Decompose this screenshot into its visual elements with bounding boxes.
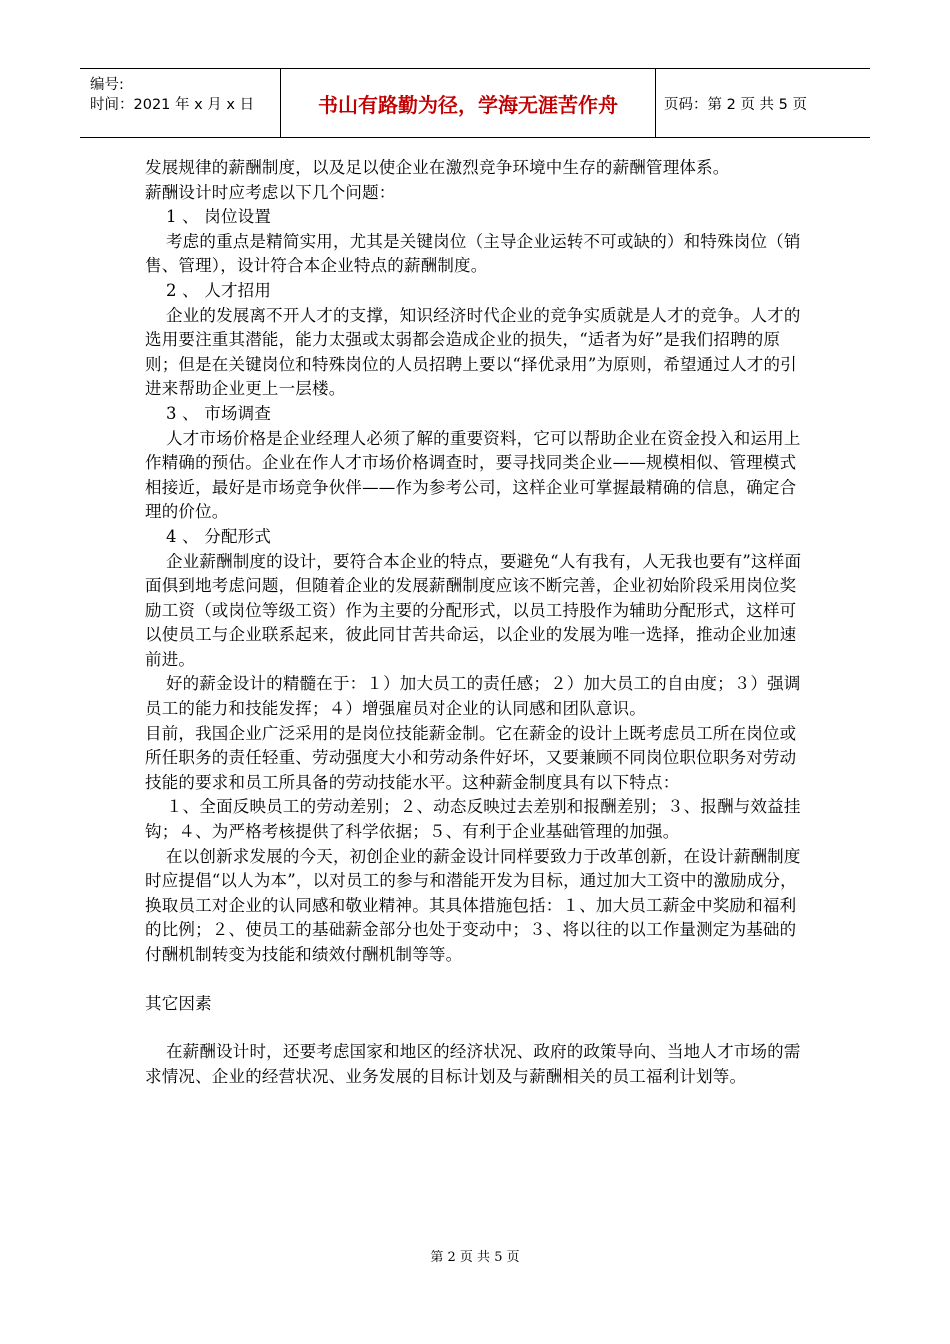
document-body: [145, 156, 805, 1089]
paragraph: 在以创新求发展的今天，初创企业的薪金设计同样要致力于改革创新，在设计薪酬制度时应提倡“以人为本”，以对员工的参与和潜能开发为目标，通过加大工资中的激励成分，换取员工对企业的认同感和敬业精神。其具体措施包括：１、加大员工薪金中奖励和福利的比例；２、使员工的基础薪金部分也处于变动中；３、将以往的以工作量测定为基础的付酬机制转变为技能和绩效付酬机制等等。: [145, 846, 801, 964]
page-header: [80, 68, 870, 138]
header-motto: 书山有路勤为径，学海无涯苦作舟: [280, 69, 656, 137]
paragraph: 目前，我国企业广泛采用的是岗位技能薪金制。它在薪金的设计上既考虑员工所在岗位或所任职务的责任轻重、劳动强度大小和劳动条件好坏，又要兼顾不同岗位职位职务对劳动技能的要求和员工所具备的劳动技能水平。这种薪金制度具有以下特点：: [145, 723, 797, 792]
paragraph: 发展规律的薪酬制度，以及足以使企业在激烈竞争环境中生存的薪酬管理体系。: [145, 158, 730, 177]
section-heading: 2 、 人才招用: [165, 280, 272, 300]
paragraph: 企业的发展离不开人才的支撑，知识经济时代企业的竞争实质就是人才的竞争。人才的选用要注重其潜能，能力太强或太弱都会造成企业的损失，“适者为好”是我们招聘的原则；但是在关键岗位和特殊岗位的人员招聘上要以“择优录用”为原则，希望通过人才的引进来帮助企业更上一层楼。: [145, 305, 801, 399]
paragraph: １、全面反映员工的劳动差别；２、动态反映过去差别和报酬差别；３、报酬与效益挂钩；４、为严格考核提供了科学依据；５、有利于企业基础管理的加强。: [145, 797, 801, 842]
spacer: [145, 1016, 805, 1040]
paragraph: 人才市场价格是企业经理人必须了解的重要资料，它可以帮助企业在资金投入和运用上作精确的预估。企业在作人才市场价格调查时，要寻找同类企业——规模相似、管理模式相接近，最好是市场竞争伙伴——作为参考公司，这样企业可掌握最精确的信息，确定合理的价位。: [145, 428, 801, 522]
paragraph: 企业薪酬制度的设计，要符合本企业的特点，要避免“人有我有，人无我也要有”这样面面俱到地考虑问题，但随着企业的发展薪酬制度应该不断完善，企业初始阶段采用岗位奖励工资（或岗位等级工资）作为主要的分配形式，以员工持股作为辅助分配形式，这样可以使员工与企业联系起来，彼此同甘苦共命运，以企业的发展为唯一选择，推动企业加速前进。: [145, 551, 802, 669]
section-heading: 其它因素: [145, 993, 212, 1013]
section-heading: 4 、 分配形式: [165, 526, 272, 546]
document-date: 时间：2021 年 x 月 x 日: [90, 97, 255, 113]
header-meta: [80, 69, 280, 137]
paragraph: 考虑的重点是精简实用，尤其是关键岗位（主导企业运转不可或缺的）和特殊岗位（销售、管理），设计符合本企业特点的薪酬制度。: [145, 231, 801, 276]
page-footer: 第 2 页 共 5 页: [430, 1250, 520, 1265]
section-heading: 1 、 岗位设置: [165, 207, 272, 227]
paragraph: 薪酬设计时应考虑以下几个问题：: [145, 182, 396, 202]
spacer: [145, 968, 805, 992]
header-page-info: 页码：第 2 页 共 5 页: [664, 96, 807, 113]
document-number-label: 编号:: [90, 77, 124, 93]
paragraph: 在薪酬设计时，还要考虑国家和地区的经济状况、政府的政策导向、当地人才市场的需求情况、企业的经营状况、业务发展的目标计划及与薪酬相关的员工福利计划等。: [145, 1042, 801, 1086]
paragraph: 好的薪金设计的精髓在于：１）加大员工的责任感；２）加大员工的自由度；３）强调员工的能力和技能发挥；４）增强雇员对企业的认同感和团队意识。: [145, 674, 801, 719]
section-heading: 3 、 市场调查: [165, 403, 272, 423]
